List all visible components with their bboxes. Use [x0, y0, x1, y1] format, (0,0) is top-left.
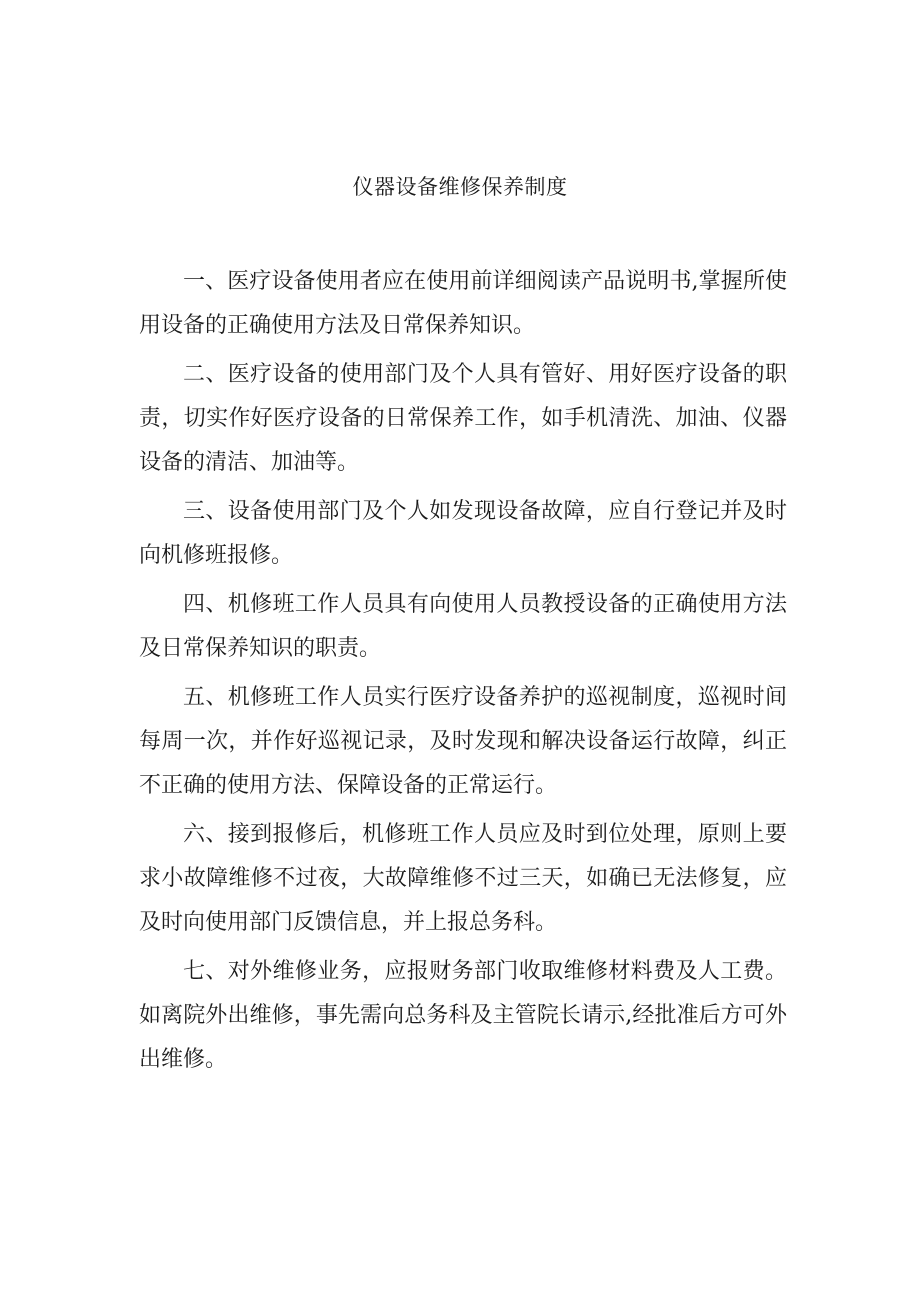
document-title: 仪器设备维修保养制度 [352, 175, 568, 199]
clause-6: 六、接到报修后，机修班工作人员应及时到位处理，原则上要求小故障维修不过夜，大故障维修不过三天，如确已无法修复，应及时向使用部门反馈信息，并上报总务科。 [139, 822, 787, 935]
clause-3: 三、设备使用部门及个人如发现设备故障，应自行登记并及时向机修班报修。 [139, 499, 787, 568]
clause-5: 五、机修班工作人员实行医疗设备养护的巡视制度，巡视时间每周一次，并作好巡视记录，及时发现和解决设备运行故障，纠正不正确的使用方法、保障设备的正常运行。 [139, 685, 787, 798]
document-body [139, 260, 787, 1087]
clause-4: 四、机修班工作人员具有向使用人员教授设备的正确使用方法及日常保养知识的职责。 [139, 592, 787, 661]
clause-7: 七、对外维修业务，应报财务部门收取维修材料费及人工费。如离院外出维修，事先需向总务科及主管院长请示,经批准后方可外出维修。 [139, 959, 787, 1072]
clause-2: 二、医疗设备的使用部门及个人具有管好、用好医疗设备的职责，切实作好医疗设备的日常保养工作，如手机清洗、加油、仪器设备的清洁、加油等。 [139, 362, 787, 475]
clause-1: 一、医疗设备使用者应在使用前详细阅读产品说明书,掌握所使用设备的正确使用方法及日常保养知识。 [139, 269, 787, 338]
